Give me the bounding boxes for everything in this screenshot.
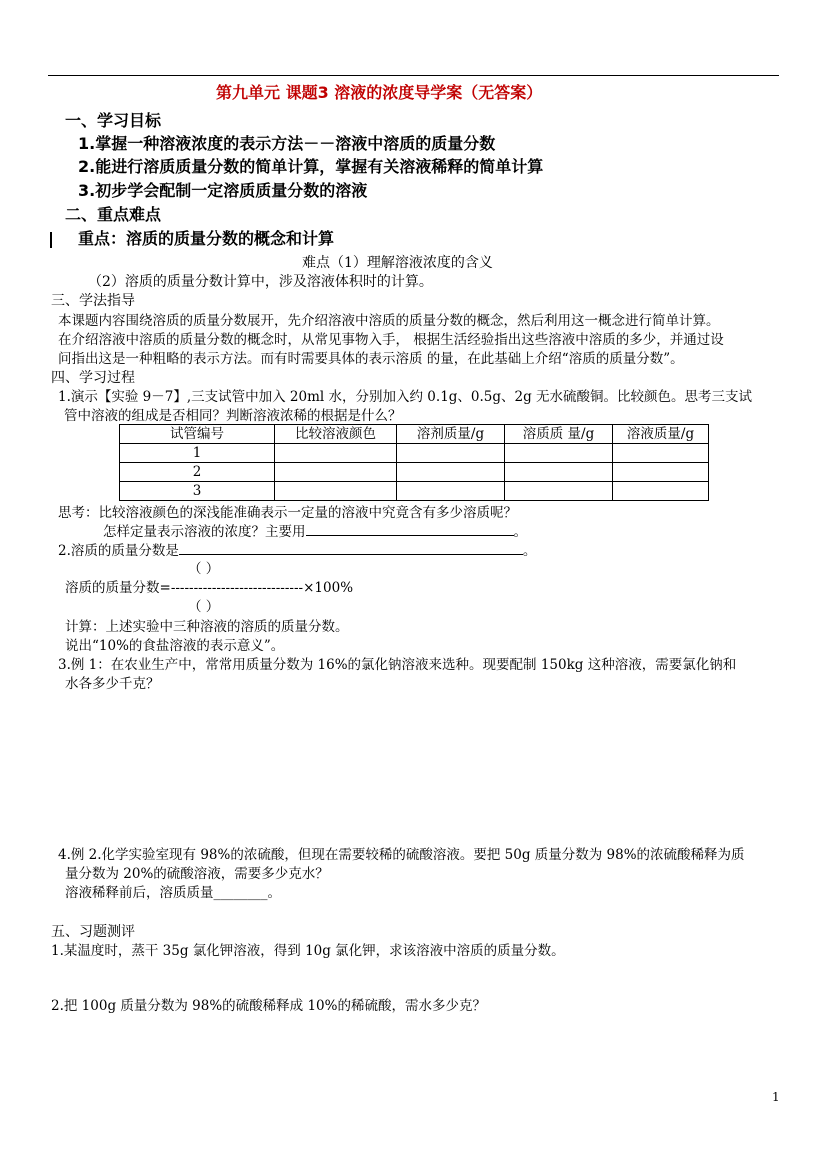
page-number: 1 [772, 1090, 780, 1104]
calculation-prompt: 计算：上述实验中三种溶液的溶质的质量分数。 [65, 619, 349, 635]
objective-item-3: 3.初步学会配制一定溶质质量分数的溶液 [78, 181, 368, 200]
header-cell-solution-mass: 溶液质量/g [613, 425, 709, 444]
table-cell[interactable] [505, 463, 613, 482]
formula-fraction-line: ----------------------------- [170, 580, 304, 596]
table-cell[interactable] [397, 482, 505, 501]
formula-label: 溶质的质量分数= [65, 580, 171, 596]
think-answer-blank[interactable] [306, 521, 514, 536]
table-row [120, 444, 709, 463]
method-paragraph-line-2: 在介绍溶液中溶质的质量分数的概念时，从常见事物入手， 根据生活经验指出这些溶液中溶质的多少，并通过设 [58, 332, 724, 348]
table-cell: 3 [120, 482, 275, 501]
formula [65, 578, 353, 598]
objective-item-1: 1.掌握一种溶液浓度的表示方法－－溶液中溶质的质量分数 [78, 134, 496, 153]
question-2-text: 2.溶质的质量分数是 [58, 543, 179, 559]
question-1-line-2: 管中溶液的组成是否相同？判断溶液浓稀的根据是什么？ [64, 408, 402, 424]
table-cell[interactable] [397, 444, 505, 463]
example-1-line-2: 水各多少千克？ [65, 676, 160, 692]
key-point-text: 重点：溶质的质量分数的概念和计算 [78, 229, 335, 248]
section-heading-key-points: 二、重点难点 [65, 205, 162, 224]
definition-blank[interactable] [179, 540, 523, 555]
think-question-1: 思考：比较溶液颜色的深浅能准确表示一定量的溶液中究竟含有多少溶质呢？ [58, 505, 517, 521]
dilution-text: 溶液稀释前后，溶质质量 [65, 885, 214, 901]
example-2-line-1: 4.例 2.化学实验室现有 98%的浓硫酸，但现在需要较稀的硫酸溶液。要把 50g 质量分数为 98%的浓硫酸稀释为质 [58, 847, 745, 863]
header-cell-tube-number: 试管编号 [120, 425, 275, 444]
think-question-2 [103, 521, 527, 542]
difficult-point-2: （2）溶质的质量分数计算中，涉及溶液体积时的计算。 [88, 274, 433, 290]
section-heading-exercises: 五、习题测评 [51, 924, 135, 940]
explain-prompt: 说出“10%的食盐溶液的表示意义”。 [65, 638, 285, 654]
table-cell[interactable] [275, 463, 397, 482]
table-row [120, 482, 709, 501]
question-2-end: 。 [522, 543, 537, 559]
formula-numerator-paren: （ ） [188, 561, 220, 577]
top-rule [48, 75, 779, 76]
formula-percent: ×100% [303, 580, 354, 596]
header-cell-solute-mass: 溶质质 量/g [505, 425, 613, 444]
formula-denominator-paren: （ ） [188, 599, 220, 615]
section-heading-process: 四、学习过程 [51, 370, 135, 386]
table-cell[interactable] [397, 463, 505, 482]
exercise-1: 1.某温度时，蒸干 35g 氯化钾溶液，得到 10g 氯化钾，求该溶液中溶质的质量分数。 [51, 943, 565, 959]
table-cell: 2 [120, 463, 275, 482]
header-cell-solvent-mass: 溶剂质量/g [397, 425, 505, 444]
table-cell[interactable] [613, 444, 709, 463]
method-paragraph-line-1: 本课题内容围绕溶质的质量分数展开，先介绍溶液中溶质的质量分数的概念，然后利用这一概念进行简单计算。 [58, 313, 720, 329]
table-cell[interactable] [613, 482, 709, 501]
example-1-line-1: 3.例 1：在农业生产中，常常用质量分数为 16%的氯化钠溶液来选种。现要配制 150kg 这种溶液，需要氯化钠和 [58, 657, 737, 673]
page-title: 第九单元 课题3 溶液的浓度导学案（无答案） [216, 83, 543, 102]
table-cell[interactable] [505, 482, 613, 501]
question-1-line-1: 1.演示【实验 9－7】,三支试管中加入 20ml 水，分别加入约 0.1g、0.5g、2g 无水硫酸铜。比较颜色。思考三支试 [58, 389, 753, 405]
header-cell-color: 比较溶液颜色 [275, 425, 397, 444]
section-heading-objectives: 一、学习目标 [65, 111, 162, 130]
table-row [120, 463, 709, 482]
table-cell[interactable] [275, 444, 397, 463]
table-cell[interactable] [505, 444, 613, 463]
method-paragraph-line-3: 问指出这是一种粗略的表示方法。而有时需要具体的表示溶质 的量，在此基础上介绍“溶质的质量分数”。 [58, 351, 684, 367]
dilution-statement [65, 883, 281, 903]
experiment-table [119, 424, 709, 501]
section-heading-method: 三、学法指导 [51, 293, 135, 309]
table-cell[interactable] [275, 482, 397, 501]
margin-mark [50, 232, 52, 248]
think-question-2-end: 。 [513, 524, 527, 540]
example-2-line-2: 量分数为 20%的硫酸溶液，需要多少克水？ [65, 866, 329, 882]
table-header-row [120, 425, 709, 444]
question-2 [58, 540, 536, 561]
difficult-point-1: 难点（1）理解溶液浓度的含义 [302, 255, 493, 271]
table-cell[interactable] [613, 463, 709, 482]
dilution-blank[interactable]: ________ [213, 885, 268, 901]
table-cell: 1 [120, 444, 275, 463]
dilution-end: 。 [267, 885, 281, 901]
exercise-2: 2.把 100g 质量分数为 98%的硫酸稀释成 10%的稀硫酸，需水多少克？ [51, 998, 486, 1014]
think-question-2-text: 怎样定量表示溶液的浓度？主要用 [103, 524, 306, 540]
objective-item-2: 2.能进行溶质质量分数的简单计算，掌握有关溶液稀释的简单计算 [78, 157, 544, 176]
